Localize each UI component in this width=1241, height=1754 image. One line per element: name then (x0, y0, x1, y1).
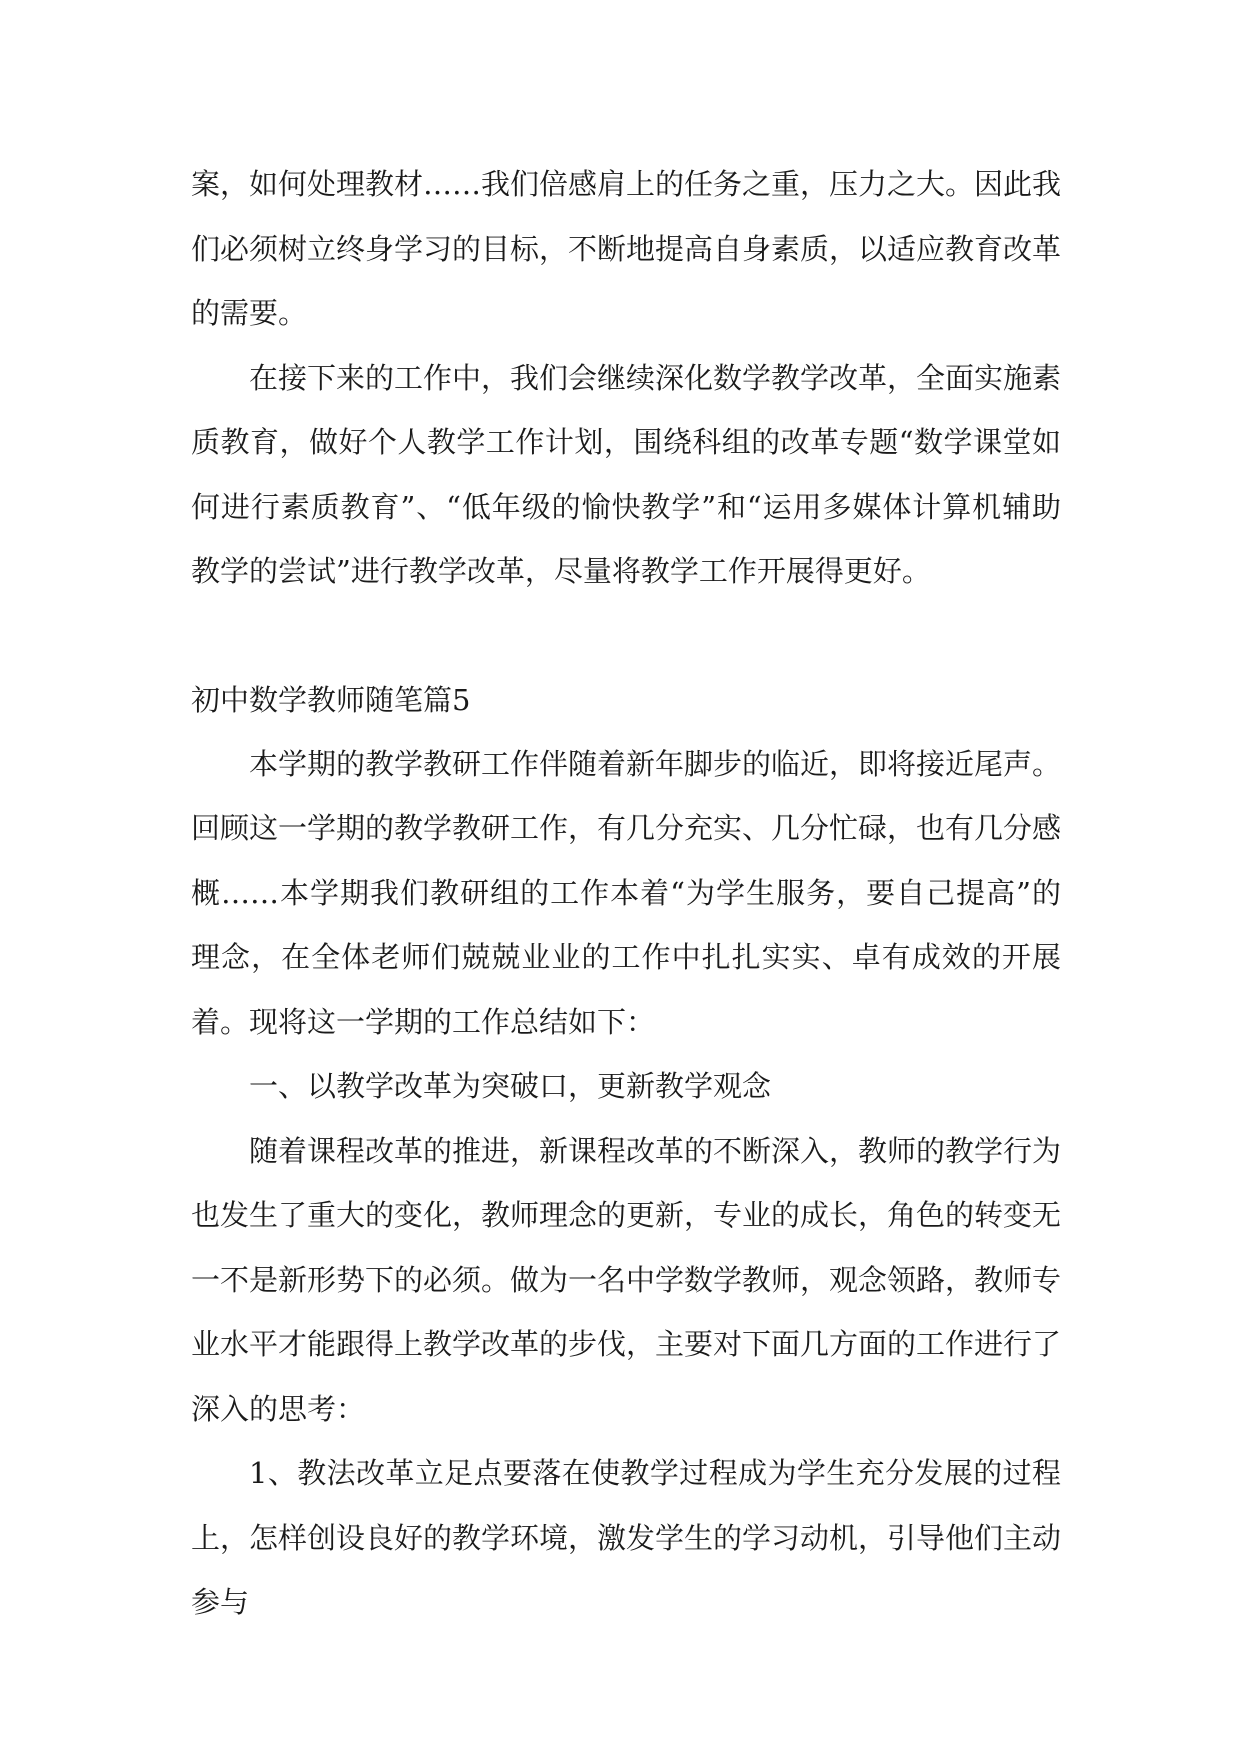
heading-teaching-reform: 一、以教学改革为突破口，更新教学观念 (249, 1069, 772, 1103)
document-body (191, 152, 1061, 1635)
paragraph-curriculum-reform: 随着课程改革的推进，新课程改革的不断深入，教师的教学行为也发生了重大的变化，教师理念的更新，专业的成长，角色的转变无一不是新形势下的必须。做为一名中学数学教师，观念领路，教师专业水平才能跟得上教学改革的步伐，主要对下面几方面的工作进行了深入的思考： (191, 1133, 1062, 1426)
paragraph-continued: 案，如何处理教材……我们倍感肩上的任务之重，压力之大。因此我们必须树立终身学习的目标，不断地提高自身素质，以适应教育改革的需要。 (191, 167, 1062, 330)
paragraph-teaching-method: 1、教法改革立足点要落在使教学过程成为学生充分发展的过程上，怎样创设良好的教学环境，激发学生的学习动机，引导他们主动参与 (191, 1456, 1062, 1619)
paragraph-semester-review: 本学期的教学教研工作伴随着新年脚步的临近，即将接近尾声。回顾这一学期的教学教研工作，有几分充实、几分忙碌，也有几分感概……本学期我们教研组的工作本着“为学生服务，要自己提高”的理念，在全体老师们兢兢业业的工作中扎扎实实、卓有成效的开展着。现将这一学期的工作总结如下： (191, 746, 1062, 1039)
section-title: 初中数学教师随笔篇5 (191, 682, 471, 717)
paragraph-next-work: 在接下来的工作中，我们会继续深化数学教学改革，全面实施素质教育，做好个人教学工作计划，围绕科组的改革专题“数学课堂如何进行素质教育”、“低年级的愉快教学”和“运用多媒体计算机辅助教学的尝试”进行教学改革，尽量将教学工作开展得更好。 (191, 360, 1062, 588)
